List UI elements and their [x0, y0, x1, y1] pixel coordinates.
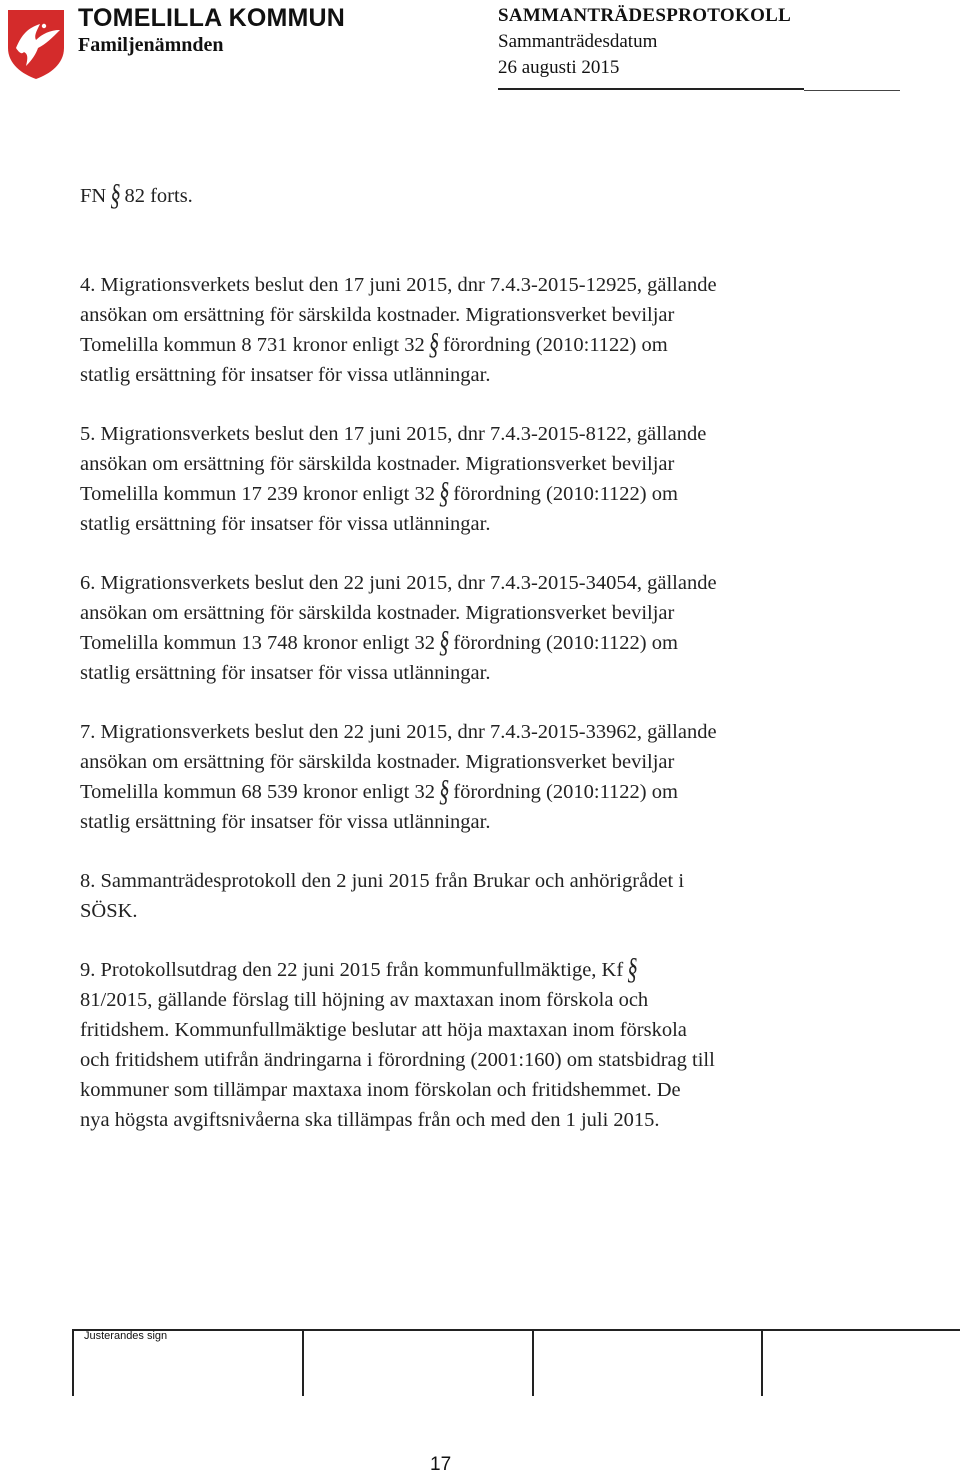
item-line: kommuner som tillämpar maxtaxa inom förskolan och fritidshemmet. De	[80, 1079, 681, 1101]
item-line: 9. Protokollsutdrag den 22 juni 2015 från kommunfullmäktige, Kf §	[80, 955, 810, 985]
item-line: och fritidshem utifrån ändringarna i förordning (2001:160) om statsbidrag till	[80, 1049, 715, 1071]
signature-divider	[302, 1329, 304, 1396]
tomelilla-coat-of-arms-icon	[6, 8, 66, 80]
section-reference	[80, 181, 810, 211]
section-prefix: FN	[80, 185, 107, 207]
signature-box	[72, 1329, 960, 1398]
item-line: ansökan om ersättning för särskilda kostnader. Migrationsverket beviljar	[80, 453, 675, 475]
list-item-8	[80, 866, 810, 926]
paragraph-symbol: §	[439, 775, 450, 809]
list-item-6	[80, 568, 810, 688]
item-line: 7. Migrationsverkets beslut den 22 juni 2015, dnr 7.4.3-2015-33962, gällande	[80, 721, 717, 743]
item-line: ansökan om ersättning för särskilda kostnader. Migrationsverket beviljar	[80, 602, 675, 624]
paragraph-symbol: §	[439, 626, 450, 660]
signature-divider	[761, 1329, 763, 1396]
list-item-5	[80, 419, 810, 539]
organization-block	[78, 4, 345, 58]
item-line: 4. Migrationsverkets beslut den 17 juni 2015, dnr 7.4.3-2015-12925, gällande	[80, 274, 717, 296]
item-line: 5. Migrationsverkets beslut den 17 juni 2015, dnr 7.4.3-2015-8122, gällande	[80, 423, 707, 445]
committee-name: Familjenämnden	[78, 34, 224, 56]
item-line: Tomelilla kommun 13 748 kronor enligt 32 § förordning (2010:1122) om	[80, 628, 810, 658]
item-line: fritidshem. Kommunfullmäktige beslutar att höja maxtaxan inom förskola	[80, 1019, 687, 1041]
date-value: 26 augusti 2015	[498, 57, 620, 78]
list-item-4	[80, 270, 810, 390]
signature-divider	[72, 1329, 74, 1396]
paragraph-symbol: §	[439, 477, 450, 511]
section-number: 82 forts.	[124, 185, 193, 207]
item-line: Tomelilla kommun 68 539 kronor enligt 32 § förordning (2010:1122) om	[80, 777, 810, 807]
paragraph-symbol: §	[428, 328, 439, 362]
protocol-header	[498, 3, 791, 81]
page-number: 17	[430, 1454, 452, 1475]
item-line: nya högsta avgiftsnivåerna ska tillämpas från och med den 1 juli 2015.	[80, 1109, 660, 1131]
signature-divider	[532, 1329, 534, 1396]
header-rule-thin	[804, 90, 900, 91]
date-label: Sammanträdesdatum	[498, 31, 658, 52]
paragraph-symbol: §	[110, 179, 121, 213]
item-line: ansökan om ersättning för särskilda kostnader. Migrationsverket beviljar	[80, 304, 675, 326]
document-title: SAMMANTRÄDESPROTOKOLL	[498, 5, 792, 26]
item-line: Tomelilla kommun 17 239 kronor enligt 32 § förordning (2010:1122) om	[80, 479, 810, 509]
item-line: statlig ersättning för insatser för vissa utlänningar.	[80, 662, 491, 684]
list-item-9	[80, 955, 810, 1135]
item-line: 81/2015, gällande förslag till höjning av maxtaxan inom förskola och	[80, 989, 649, 1011]
item-line: statlig ersättning för insatser för vissa utlänningar.	[80, 513, 491, 535]
header-rule	[498, 88, 804, 90]
item-line: 8. Sammanträdesprotokoll den 2 juni 2015 från Brukar och anhörigrådet i	[80, 870, 685, 892]
item-line: Tomelilla kommun 8 731 kronor enligt 32 § förordning (2010:1122) om	[80, 330, 810, 360]
organization-name: TOMELILLA KOMMUN	[78, 4, 346, 32]
list-item-7	[80, 717, 810, 837]
item-line: statlig ersättning för insatser för vissa utlänningar.	[80, 364, 491, 386]
paragraph-symbol: §	[627, 953, 638, 987]
signature-label: Justerandes sign	[84, 1330, 168, 1342]
item-line: ansökan om ersättning för särskilda kostnader. Migrationsverket beviljar	[80, 751, 675, 773]
item-line: 6. Migrationsverkets beslut den 22 juni 2015, dnr 7.4.3-2015-34054, gällande	[80, 572, 717, 594]
item-line: statlig ersättning för insatser för vissa utlänningar.	[80, 811, 491, 833]
item-line: SÖSK.	[80, 900, 138, 922]
